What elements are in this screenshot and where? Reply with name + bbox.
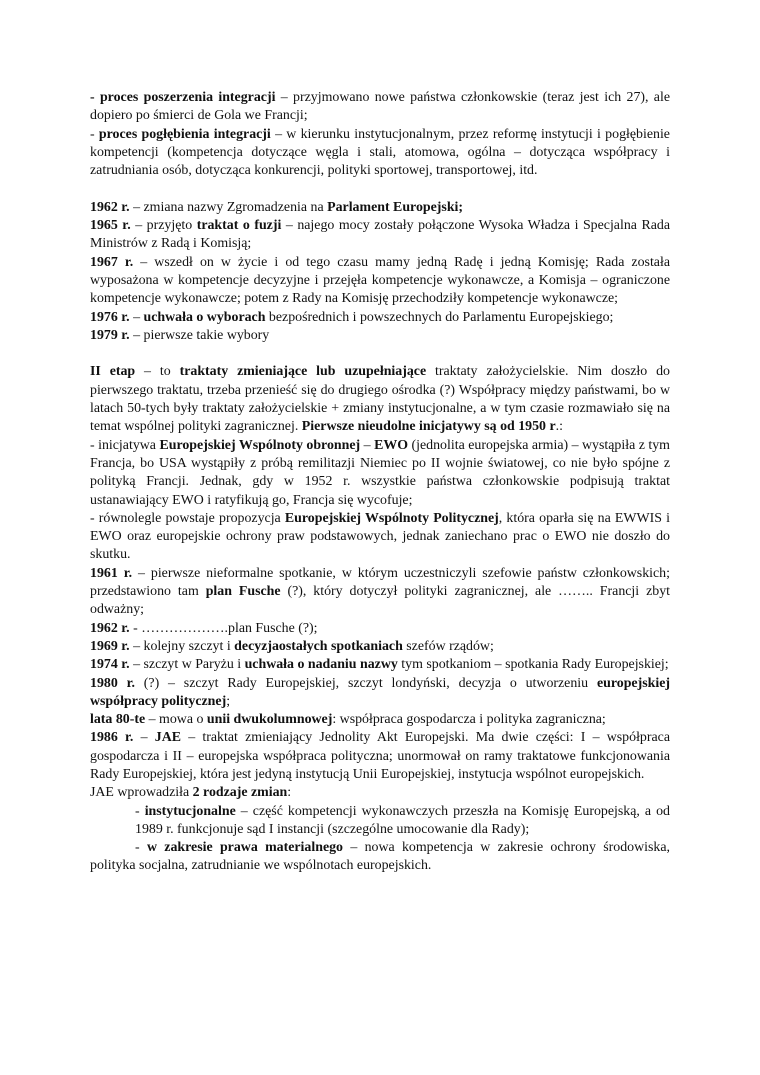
bold-text-run: 1976 r. (90, 309, 130, 325)
text-run: (?) – szczyt Rady Europejskiej, szczyt londyński, decyzja o utworzeniu (134, 675, 597, 691)
paragraph (90, 675, 670, 712)
bold-text-run: proces pogłębienia integracji (98, 126, 271, 142)
bold-text-run: 1965 r. (90, 218, 131, 234)
text-run: – (129, 309, 144, 325)
text-run: – w kierunku instytucjonalnym, przez reformę instytucji i pogłębienie kompetencji (kompetencja dotyczące węgla i stali, atomowa, ogólna – dotycząca współpracy i zatrudniania osób, dotycząca konkurencji, polityki sportowej, transportowej, itd. (90, 126, 670, 179)
text-run: ; (226, 693, 231, 709)
text-run: - równolegle powstaje propozycja (90, 510, 285, 526)
bold-text-run: plan Fusche (205, 584, 281, 600)
paragraph (90, 309, 670, 327)
text-run: , która oparła się na EWWIS i EWO oraz europejskie ochrony praw podstawowych, jednak zaniechano prac o EWO nie doszło do skutku. (90, 510, 670, 563)
bold-text-run: 1962 r. (90, 620, 130, 636)
paragraph (90, 803, 670, 840)
text-run: – (360, 437, 375, 453)
text-run: – to (135, 364, 180, 380)
section-gap (90, 345, 670, 363)
paragraph (90, 199, 670, 217)
text-run: - (135, 840, 147, 856)
bold-text-run: unii dwukolumnowej (206, 712, 333, 728)
paragraph (90, 711, 670, 729)
bold-text-run: 1980 r. (90, 675, 135, 691)
paragraph (90, 363, 670, 436)
bold-text-run: instytucjonalne (144, 803, 236, 819)
paragraph (90, 565, 670, 620)
text-run: – część kompetencji wykonawczych przeszła na Komisję Europejską, a od 1989 r. funkcjonuje sąd I instancji (szczególne umocowanie dla Rady); (135, 803, 670, 837)
paragraph (90, 656, 670, 674)
text-run: bezpośrednich i powszechnych do Parlamentu Europejskiego; (265, 309, 614, 325)
bold-text-run: 1969 r. (90, 638, 130, 654)
bold-text-run: 1962 r. (90, 199, 130, 215)
section-s3 (90, 363, 670, 875)
text-run: – najego mocy zostały połączone Wysoka Władza i Specjalna Rada Ministrów z Radą i Komisją; (90, 218, 670, 252)
text-run: tym spotkaniom – spotkania Rady Europejskiej; (397, 657, 669, 673)
paragraph (90, 327, 670, 345)
bold-text-run: JAE (154, 730, 182, 746)
text-run: (?), który dotyczył polityki zagranicznej, ale …….. Francji zbyt odważny; (90, 584, 670, 618)
paragraph (90, 729, 670, 784)
bold-text-run: decyzjaostałych spotkaniach (234, 638, 403, 654)
bold-text-run: uchwała o wyborach (143, 309, 266, 325)
text-run: – mowa o (145, 712, 207, 728)
bold-text-run: 1979 r. (90, 327, 130, 343)
bold-text-run: 1967 r. (90, 254, 134, 270)
paragraph (90, 254, 670, 309)
text-run: – kolejny szczyt i (129, 638, 235, 654)
text-run: - inicjatywa (90, 437, 160, 453)
section-s2 (90, 199, 670, 345)
section-gap (90, 180, 670, 198)
text-run: – przyjęto (130, 218, 197, 234)
text-run: – wszedł on w życie i od tego czasu mamy jedną Radę i jedną Komisję; Rada została wyposażona w kompetencje decyzyjne i przejęła kompetencje wykonawcze, a Komisja – ograniczone kompetencje wykonawcze; potem z Rady na Komisję przechodziły kompetencje wykonawcze; (90, 254, 670, 307)
text-run: – pierwsze takie wybory (129, 327, 270, 343)
bold-text-run: Parlament Europejski; (327, 199, 464, 215)
text-run: – traktat zmieniający Jednolity Akt Europejski. Ma dwie części: I – współpraca gospodarcza i II – europejska współpraca polityczna; unormował on ramy traktatowe funkcjonowania Rady Europejskiej, która jest jedyną instytucją Unii Europejskiej, instytucja wspólnot europejskich. (90, 730, 670, 782)
bold-text-run: w zakresie prawa materialnego (146, 840, 344, 856)
bold-text-run: uchwała o nadaniu nazwy (244, 657, 398, 673)
text-run: - (135, 803, 145, 819)
text-run: : (287, 785, 292, 801)
bold-text-run: II etap (90, 364, 136, 380)
paragraph (90, 510, 670, 565)
paragraph (90, 437, 670, 510)
document-page (90, 89, 670, 876)
text-run: szefów rządów; (402, 638, 494, 654)
bold-text-run: Pierwsze nieudolne inicjatywy są od 1950 r (301, 419, 556, 435)
bold-text-run: traktat o fuzji (196, 218, 282, 234)
text-run: – zmiana nazwy Zgromadzenia na (129, 199, 328, 215)
bold-text-run: 2 rodzaje zmian (192, 785, 288, 801)
bold-text-run: Europejskiej Wspólnoty obronnej (159, 437, 361, 453)
bold-text-run: EWO (374, 437, 409, 453)
paragraph (90, 638, 670, 656)
text-run: - ……………….plan Fusche (?); (129, 620, 318, 636)
text-run: .: (555, 419, 563, 435)
bold-text-run: - proces poszerzenia integracji (90, 90, 276, 105)
bold-text-run: 1974 r. (90, 657, 130, 673)
text-run: – szczyt w Paryżu i (129, 657, 245, 673)
bold-text-run: 1961 r. (90, 565, 133, 581)
text-run: traktaty założycielskie. Nim doszło do pierwszego traktatu, trzeba przenieść się do drugiego ośrodka (?) Współpracy między państwami, bo w latach 50-tych były traktaty założycielskie + zmiany instytucjonalne, a w tym czasie rozmawiało się na temat wspólnej polityki zagranicznej. (90, 364, 670, 435)
text-run: (jednolita europejska armia) – wystąpiła z tym Francja, bo USA wystąpiły z próbą remilitazji Niemiec po II wojnie światowej, co nie było spójne z polityką Francji. Jednak, gdy w 1952 r. wszystkie państwa członkowskie podpisują traktat ustanawiający EWO i ratyfikują go, Francja się wycofuje; (90, 437, 670, 508)
paragraph (90, 620, 670, 638)
bold-text-run: Europejskiej Wspólnoty Politycznej (284, 510, 499, 526)
paragraph (90, 126, 670, 181)
text-run: JAE wprowadziła (90, 785, 193, 801)
text-run: – (133, 730, 155, 746)
paragraph (90, 839, 670, 876)
text-run: - (90, 126, 99, 142)
paragraph (90, 89, 670, 126)
bold-text-run: traktaty zmieniające lub uzupełniające (179, 364, 427, 380)
bold-text-run: lata 80-te (90, 712, 146, 728)
text-run: – przyjmowano nowe państwa członkowskie (teraz jest ich 27), ale dopiero po śmierci de Gola we Francji; (90, 90, 671, 124)
text-run: : współpraca gospodarcza i polityka zagraniczna; (332, 712, 606, 728)
text-run: – nowa kompetencja w zakresie ochrony środowiska, polityka socjalna, zatrudnianie we wspólnotach europejskich. (90, 840, 671, 874)
section-s1 (90, 89, 670, 180)
bold-text-run: 1986 r. (90, 730, 134, 746)
bold-text-run: europejskiej współpracy politycznej (90, 675, 670, 709)
paragraph (90, 217, 670, 254)
paragraph (90, 784, 670, 802)
text-run: – pierwsze nieformalne spotkanie, w którym uczestniczyli szefowie państw członkowskich; przedstawiono tam (90, 565, 670, 600)
